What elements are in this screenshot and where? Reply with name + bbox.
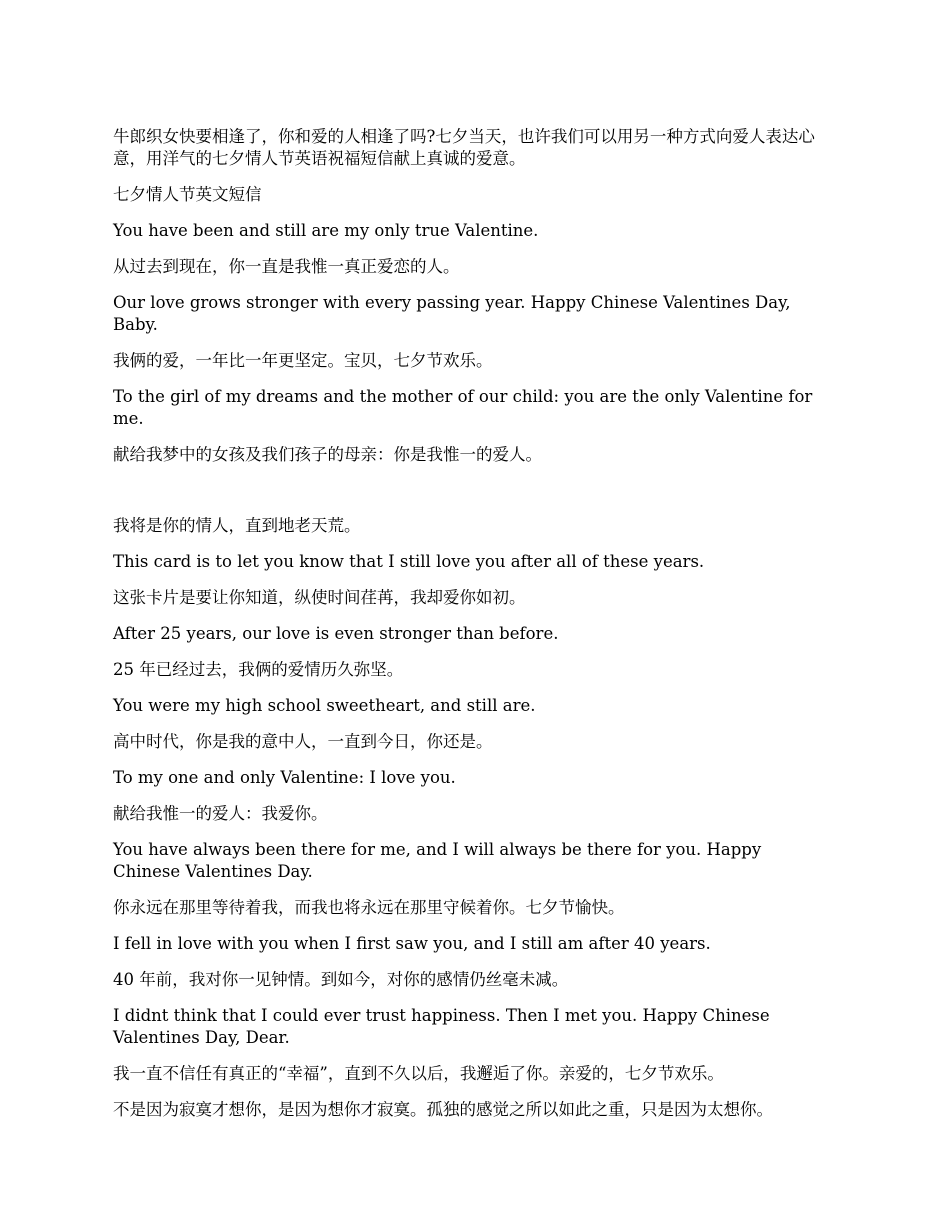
english-message: You have always been there for me, and I will always be there for you. Happy Chinese Valentines Day.	[113, 840, 762, 881]
section-heading: 七夕情人节英文短信	[113, 185, 262, 204]
english-message: I fell in love with you when I first saw you, and I still am after 40 years.	[113, 934, 711, 953]
english-message: Our love grows stronger with every passing year. Happy Chinese Valentines Day, Baby.	[113, 293, 791, 334]
english-message: You were my high school sweetheart, and still are.	[113, 696, 536, 715]
english-message: To the girl of my dreams and the mother of our child: you are the only Valentine for me.	[113, 387, 813, 428]
intro-paragraph: 牛郎织女快要相逢了，你和爱的人相逢了吗?七夕当天，也许我们可以用另一种方式向爱人表达心意，用洋气的七夕情人节英语祝福短信献上真诚的爱意。	[113, 127, 815, 168]
english-message: This card is to let you know that I still love you after all of these years.	[113, 552, 705, 571]
chinese-translation: 我将是你的情人，直到地老天荒。	[113, 516, 361, 535]
english-message: After 25 years, our love is even stronger than before.	[113, 624, 559, 643]
chinese-translation: 我一直不信任有真正的“幸福”，直到不久以后，我邂逅了你。亲爱的，七夕节欢乐。	[113, 1064, 724, 1083]
chinese-translation: 献给我惟一的爱人：我爱你。	[113, 804, 328, 823]
blank-gap	[113, 480, 833, 515]
chinese-translation: 40 年前，我对你一见钟情。到如今，对你的感情仍丝毫未减。	[113, 970, 569, 989]
chinese-translation: 从过去到现在，你一直是我惟一真正爱恋的人。	[113, 257, 460, 276]
chinese-translation: 这张卡片是要让你知道，纵使时间荏苒，我却爱你如初。	[113, 588, 526, 607]
document-body	[113, 126, 833, 1135]
chinese-translation: 高中时代，你是我的意中人，一直到今日，你还是。	[113, 732, 493, 751]
english-message: To my one and only Valentine: I love you.	[113, 768, 456, 787]
closing-paragraph: 不是因为寂寞才想你，是因为想你才寂寞。孤独的感觉之所以如此之重，只是因为太想你。	[113, 1100, 773, 1119]
chinese-translation: 你永远在那里等待着我，而我也将永远在那里守候着你。七夕节愉快。	[113, 898, 625, 917]
english-message: You have been and still are my only true Valentine.	[113, 221, 539, 240]
english-message: I didnt think that I could ever trust happiness. Then I met you. Happy Chinese Valentines Day, Dear.	[113, 1006, 770, 1047]
chinese-translation: 25 年已经过去，我俩的爱情历久弥坚。	[113, 660, 404, 679]
chinese-translation: 献给我梦中的女孩及我们孩子的母亲：你是我惟一的爱人。	[113, 445, 542, 464]
chinese-translation: 我俩的爱，一年比一年更坚定。宝贝，七夕节欢乐。	[113, 351, 493, 370]
